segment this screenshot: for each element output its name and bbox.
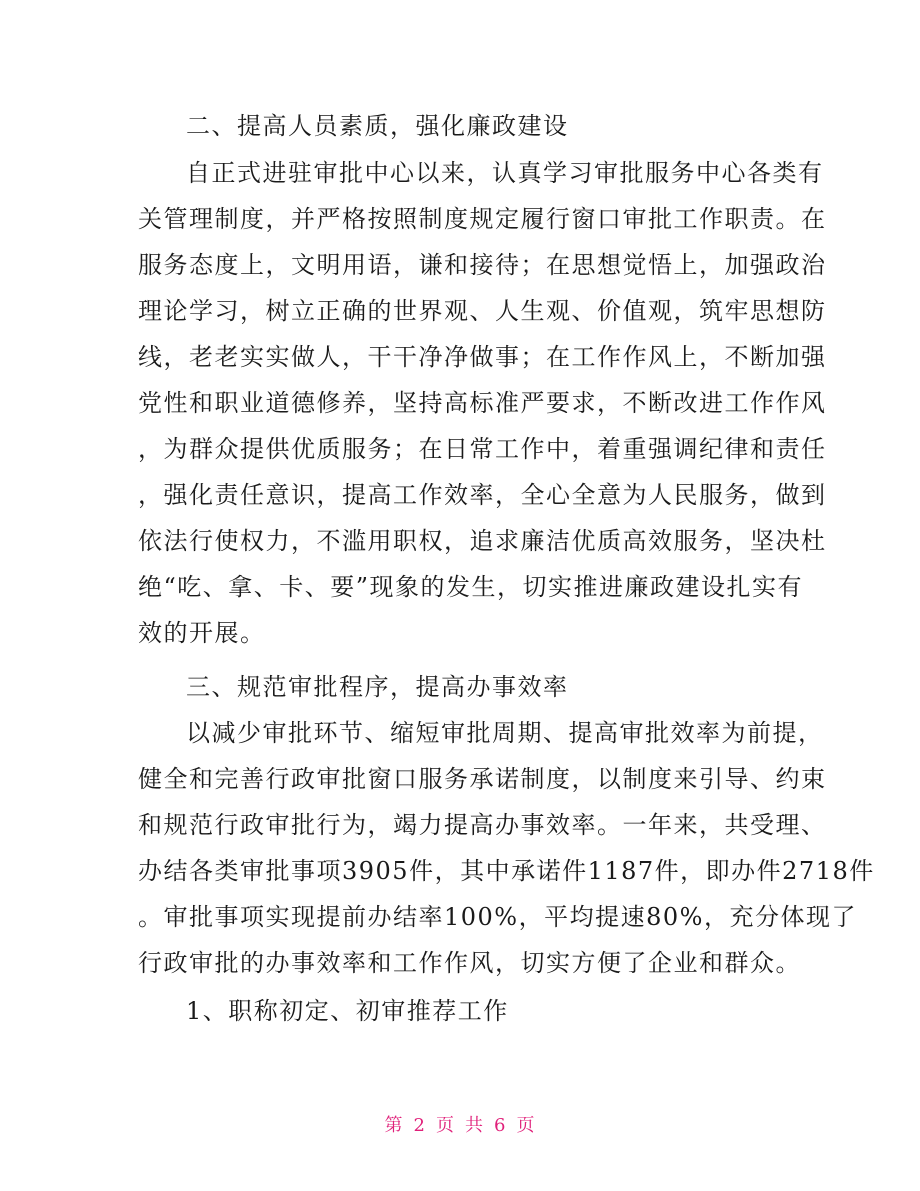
paragraph-line: 和规范行政审批行为，竭力提高办事效率。一年来，共受理、 — [138, 811, 827, 839]
footer-page-word: 页 — [436, 1115, 455, 1136]
footer-page-number: 2 — [413, 1115, 426, 1136]
paragraph-line: 效的开展。 — [138, 619, 266, 647]
subheading-1: 1、职称初定、初审推荐工作 — [186, 997, 509, 1025]
section-heading-2: 二、提高人员素质，强化廉政建设 — [186, 112, 569, 140]
paragraph-line: 行政审批的办事效率和工作作风，切实方便了企业和群众。 — [138, 949, 801, 977]
paragraph-line: 绝“吃、拿、卡、要”现象的发生，切实推进廉政建设扎实有 — [138, 573, 804, 601]
paragraph-line: 。审批事项实现提前办结率100%，平均提速80%，充分体现了 — [138, 903, 857, 931]
paragraph-line: ，为群众提供优质服务；在日常工作中，着重强调纪律和责任 — [138, 435, 827, 463]
footer-suffix: 页 — [516, 1115, 536, 1136]
page-footer — [0, 1114, 920, 1138]
paragraph-line: 办结各类审批事项3905件，其中承诺件1187件，即办件2718件 — [138, 857, 875, 885]
section-heading-3: 三、规范审批程序，提高办事效率 — [186, 673, 569, 701]
paragraph-line: 理论学习，树立正确的世界观、人生观、价值观，筑牢思想防 — [138, 297, 827, 325]
paragraph-line: 关管理制度，并严格按照制度规定履行窗口审批工作职责。在 — [138, 205, 827, 233]
paragraph-line: 依法行使权力，不滥用职权，追求廉洁优质高效服务，坚决杜 — [138, 527, 827, 555]
paragraph-line: 党性和职业道德修养，坚持高标准严要求，不断改进工作作风 — [138, 389, 827, 417]
paragraph-line: 服务态度上，文明用语，谦和接待；在思想觉悟上，加强政治 — [138, 251, 827, 279]
paragraph-line: 自正式进驻审批中心以来，认真学习审批服务中心各类有 — [186, 159, 824, 187]
paragraph-line: 健全和完善行政审批窗口服务承诺制度，以制度来引导、约束 — [138, 765, 827, 793]
paragraph-line: 线，老老实实做人，干干净净做事；在工作作风上，不断加强 — [138, 343, 827, 371]
paragraph-line: ，强化责任意识，提高工作效率，全心全意为人民服务，做到 — [138, 481, 827, 509]
footer-total-word: 共 — [465, 1115, 484, 1136]
footer-total-pages: 6 — [494, 1115, 507, 1136]
paragraph-line: 以减少审批环节、缩短审批周期、提高审批效率为前提， — [186, 719, 824, 747]
footer-prefix: 第 — [384, 1115, 404, 1136]
